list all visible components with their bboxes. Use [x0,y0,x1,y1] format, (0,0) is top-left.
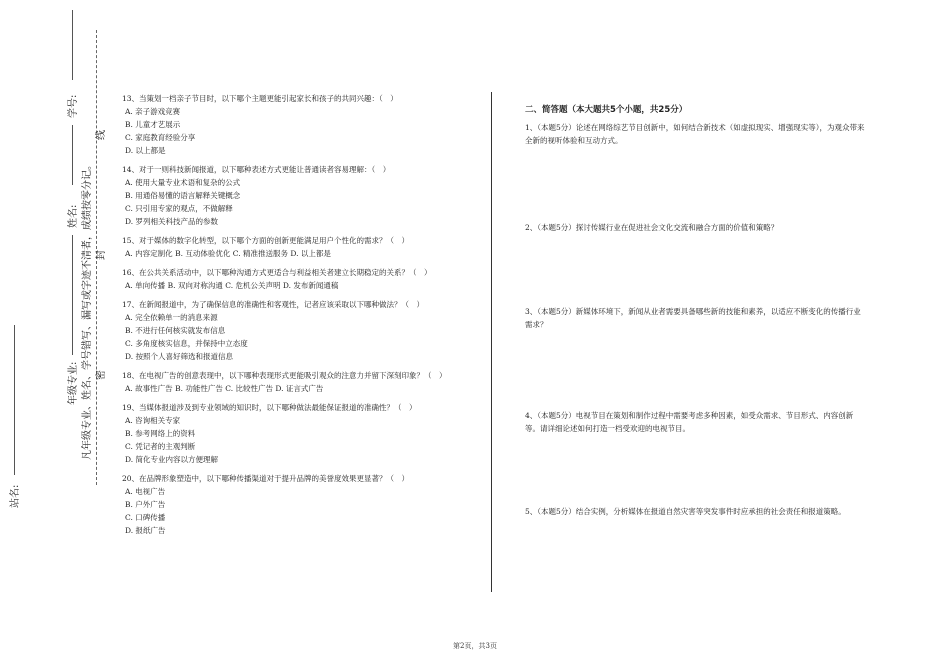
short-answer-4: 4、（本题5分）电视节目在策划和制作过程中需要考虑多种因素，如受众需求、节目形式、内容创新等。请详细论述如何打造一档受欢迎的电视节目。 [525,411,854,433]
option-a: A. 电视广告 [125,487,166,496]
question-13 [122,92,472,157]
options-inline: A. 单向传播 B. 双向对称沟通 C. 危机公关声明 D. 发布新闻通稿 [125,281,339,290]
question-title: 13、当策划一档亲子节目时，以下哪个主题更能引起家长和孩子的共同兴趣：（ ） [122,94,398,103]
mark-bind: 密 [96,370,107,380]
question-title: 18、在电视广告的创意表现中，以下哪种表现形式更能吸引观众的注意力并留下深刻印象？（ ） [122,371,447,380]
option-c: C. 口碑传播 [125,513,166,522]
option-d: D. 报纸广告 [125,526,166,535]
short-answer-3: 3、（本题5分）新媒体环境下，新闻从业者需要具备哪些新的技能和素养，以适应不断变化的传播行业需求？ [525,307,861,329]
option-a: A. 完全依赖单一的消息来源 [125,313,218,322]
mark-line: 线 [96,130,107,140]
grade-major-line [72,235,73,355]
option-a: A. 亲子游戏竞赛 [125,107,181,116]
question-title: 15、对于媒体的数字化转型，以下哪个方面的创新更能满足用户个性化的需求？（ ） [122,236,410,245]
grade-major-label: 年级专业: [68,361,79,405]
option-b: B. 户外广告 [125,500,166,509]
question-title: 19、当媒体报道涉及到专业领域的知识时，以下哪种做法最能保证报道的准确性？（ ） [122,403,417,412]
option-b: B. 不进行任何核实就发布信息 [125,326,226,335]
student-id-label: 学号: [68,94,79,118]
option-d: D. 罗列相关科技产品的参数 [125,217,219,226]
short-answer-1: 1、（本题5分）论述在网络综艺节目创新中，如何结合新技术（如虚拟现实、增强现实等），为观众带来全新的视听体验和互动方式。 [525,123,865,145]
question-20 [122,472,472,537]
left-column [122,92,472,542]
question-17 [122,298,472,363]
option-c: C. 家庭教育经验分享 [125,133,196,142]
name-label: 姓名: [68,204,79,228]
question-14 [122,163,472,228]
option-c: C. 多角度核实信息，并保持中立态度 [125,339,248,348]
name-line [72,125,73,185]
short-answer-5: 5、（本题5分）结合实例，分析媒体在报道自然灾害等突发事件时应承担的社会责任和报道策略。 [525,507,846,516]
option-d: D. 简化专业内容以方便理解 [125,455,219,464]
option-b: B. 参考网络上的资料 [125,429,196,438]
site-label: 站名: [10,484,21,508]
question-16 [122,266,472,292]
question-19 [122,401,472,466]
column-divider [491,92,492,592]
binding-strip [0,0,110,672]
options-inline: A. 内容定制化 B. 互动体验优化 C. 精准推送服务 D. 以上都是 [125,249,331,258]
option-b: B. 儿童才艺展示 [125,120,181,129]
options-inline: A. 故事性广告 B. 功能性广告 C. 比较性广告 D. 证言式广告 [125,384,324,393]
mark-seal: 封 [96,250,107,260]
site-line [14,325,15,475]
page-number: 第2页，共3页 [453,642,497,650]
question-title: 20、在品牌形象塑造中，以下哪种传播渠道对于提升品牌的美誉度效果更显著？（ ） [122,474,410,483]
option-a: A. 咨询相关专家 [125,416,181,425]
option-c: C. 只引用专家的观点，不做解释 [125,204,233,213]
question-title: 17、在新闻报道中，为了确保信息的准确性和客观性，记者应该采取以下哪种做法？（ ） [122,300,425,309]
short-answer-2: 2、（本题5分）探讨传媒行业在促进社会文化交流和融合方面的价值和策略？ [525,223,779,232]
option-a: A. 使用大量专业术语和复杂的公式 [125,178,241,187]
option-d: D. 以上都是 [125,146,166,155]
option-b: B. 用通俗易懂的语言解释关键概念 [125,191,241,200]
notice-line-2: 凡年级专业、姓名、学号错写、漏写或字迹不清者，成绩按零分记。 [82,160,93,460]
question-15 [122,234,472,260]
right-column [525,104,865,518]
section-title: 二、简答题（本大题共5个小题，共25分） [525,105,688,115]
question-18 [122,369,472,395]
option-d: D. 按照个人喜好筛选和报道信息 [125,352,234,361]
question-title: 16、在公共关系活动中，以下哪种沟通方式更适合与利益相关者建立长期稳定的关系？（ ） [122,268,432,277]
option-c: C. 凭记者的主观判断 [125,442,196,451]
student-id-line [72,10,73,80]
question-title: 14、对于一则科技新闻报道，以下哪种表述方式更能让普通读者容易理解：（ ） [122,165,391,174]
